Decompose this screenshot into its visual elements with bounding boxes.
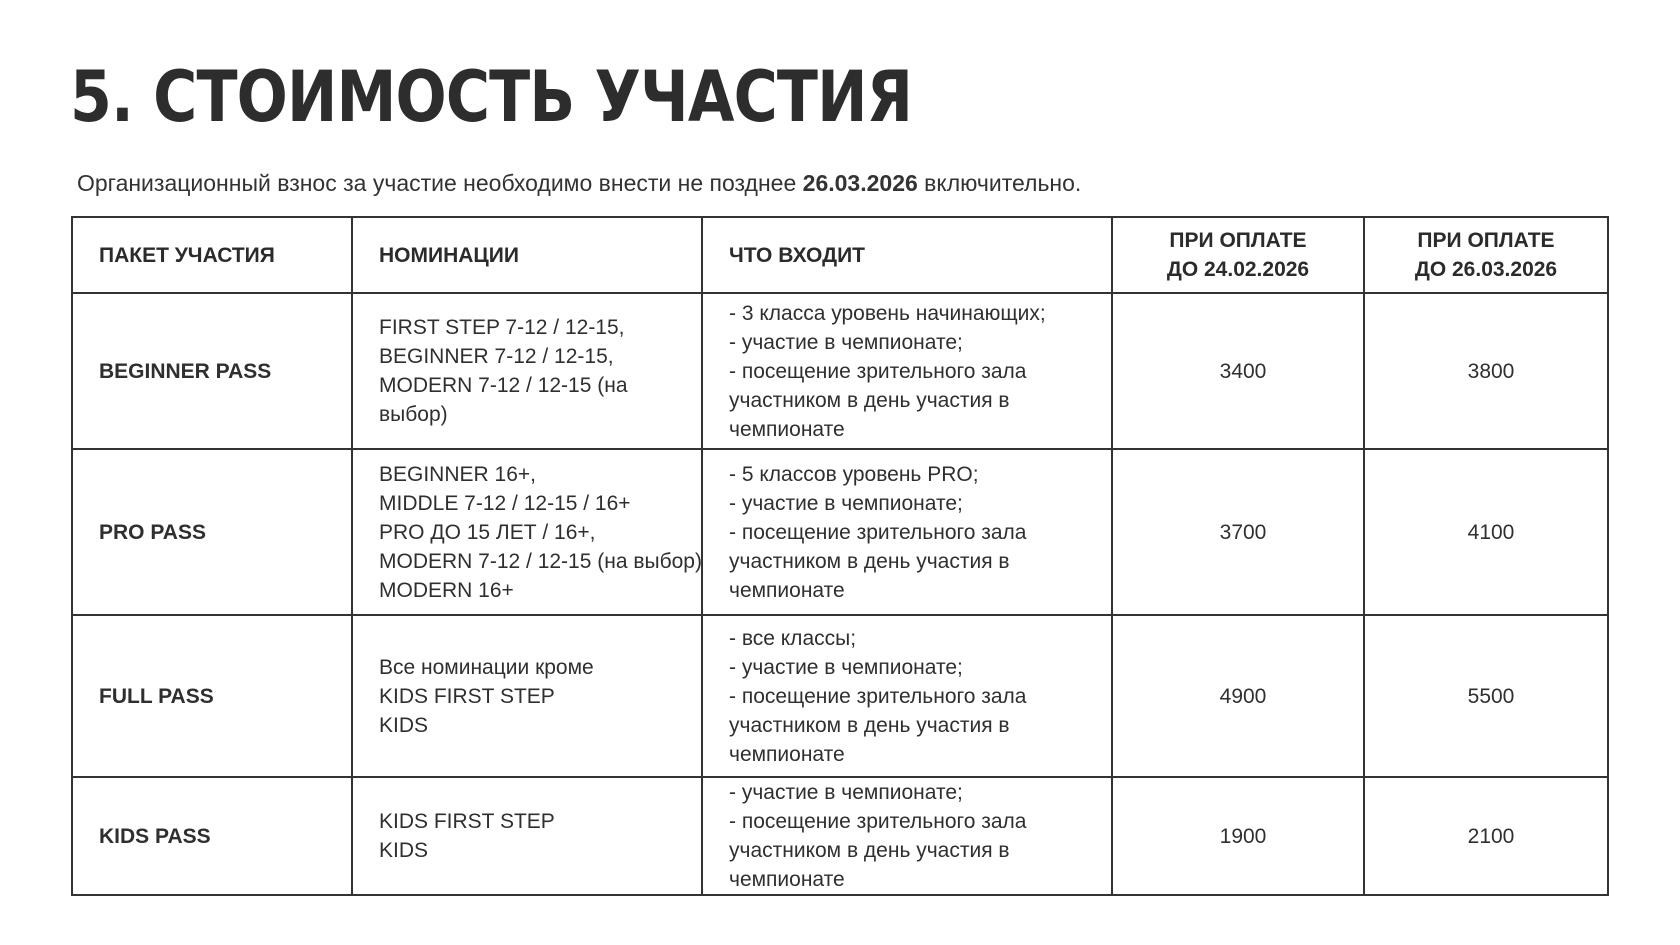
page-title: 5. СТОИМОСТЬ УЧАСТИЯ — [70, 56, 913, 138]
header-price-early-line1: ПРИ ОПЛАТЕ — [1169, 229, 1307, 252]
intro-text: Организационный взнос за участие необходимо внести не позднее — [77, 170, 803, 196]
nominations-cell — [352, 293, 702, 449]
deadline-date: 26.03.2026 — [802, 170, 918, 196]
nomination-line: MIDDLE 7-12 / 12-15 / 16+ — [379, 491, 631, 515]
pricing-table — [71, 216, 1609, 896]
price-late: 3800 — [1364, 293, 1608, 449]
nomination-line: FIRST STEP 7-12 / 12-15, — [379, 316, 625, 339]
includes-line: участником в день участия в — [729, 839, 1010, 862]
header-price-late — [1364, 217, 1608, 293]
nomination-line: Все номинации кроме — [379, 655, 594, 679]
table-row — [72, 449, 1608, 615]
nomination-line: MODERN 7-12 / 12-15 (на выбор) — [379, 549, 702, 573]
nomination-line: BEGINNER 16+, — [379, 462, 536, 486]
nomination-line: KIDS — [379, 839, 429, 862]
includes-line: участником в день участия в — [729, 388, 1010, 412]
includes-line: - участие в чемпионате; — [729, 491, 963, 515]
header-price-late-line2: ДО 26.03.2026 — [1414, 258, 1558, 281]
package-name: KIDS PASS — [72, 777, 352, 895]
payment-deadline-note — [77, 168, 1081, 198]
nomination-line: KIDS FIRST STEP — [379, 810, 555, 833]
header-nominations: НОМИНАЦИИ — [352, 217, 702, 293]
table-row — [72, 777, 1608, 895]
includes-line: - посещение зрительного зала — [729, 684, 1027, 708]
package-name: FULL PASS — [72, 615, 352, 777]
nominations-cell — [352, 449, 702, 615]
includes-line: - участие в чемпионате; — [729, 330, 963, 354]
includes-line: - все классы; — [729, 626, 857, 650]
table-row — [72, 615, 1608, 777]
includes-line: - 3 класса уровень начинающих; — [729, 301, 1046, 325]
nomination-line: KIDS — [379, 713, 429, 737]
includes-cell — [702, 615, 1112, 777]
nomination-line: BEGINNER 7-12 / 12-15, — [379, 345, 614, 368]
includes-line: - 5 классов уровень PRO; — [729, 462, 979, 486]
includes-line: чемпионате — [729, 578, 845, 602]
header-includes: ЧТО ВХОДИТ — [702, 217, 1112, 293]
includes-line: чемпионате — [729, 742, 845, 766]
includes-line: - участие в чемпионате; — [729, 781, 963, 804]
price-late: 2100 — [1364, 777, 1608, 895]
includes-line: - посещение зрительного зала — [729, 359, 1027, 383]
nomination-line: MODERN 7-12 / 12-15 (на — [379, 374, 628, 397]
intro-suffix: включительно. — [917, 170, 1082, 196]
header-price-late-line1: ПРИ ОПЛАТЕ — [1417, 229, 1555, 252]
table-header-row — [72, 217, 1608, 293]
price-early: 3400 — [1112, 293, 1364, 449]
includes-cell — [702, 293, 1112, 449]
nomination-line: PRO ДО 15 ЛЕТ / 16+, — [379, 520, 596, 544]
header-price-early — [1112, 217, 1364, 293]
includes-cell — [702, 777, 1112, 895]
header-package: ПАКЕТ УЧАСТИЯ — [72, 217, 352, 293]
package-name: PRO PASS — [72, 449, 352, 615]
price-early: 1900 — [1112, 777, 1364, 895]
price-early: 4900 — [1112, 615, 1364, 777]
nominations-cell — [352, 777, 702, 895]
nomination-line: KIDS FIRST STEP — [379, 684, 555, 708]
includes-line: участником в день участия в — [729, 549, 1010, 573]
includes-line: - участие в чемпионате; — [729, 655, 963, 679]
includes-line: - посещение зрительного зала — [729, 810, 1027, 833]
includes-cell — [702, 449, 1112, 615]
nomination-line: MODERN 16+ — [379, 578, 514, 602]
package-name: BEGINNER PASS — [72, 293, 352, 449]
price-late: 4100 — [1364, 449, 1608, 615]
price-late: 5500 — [1364, 615, 1608, 777]
includes-line: участником в день участия в — [729, 713, 1010, 737]
header-price-early-line2: ДО 24.02.2026 — [1166, 258, 1310, 281]
table-row — [72, 293, 1608, 449]
nominations-cell — [352, 615, 702, 777]
price-early: 3700 — [1112, 449, 1364, 615]
nomination-line: выбор) — [379, 403, 448, 426]
includes-line: чемпионате — [729, 417, 845, 441]
includes-line: - посещение зрительного зала — [729, 520, 1027, 544]
includes-line: чемпионате — [729, 868, 845, 891]
